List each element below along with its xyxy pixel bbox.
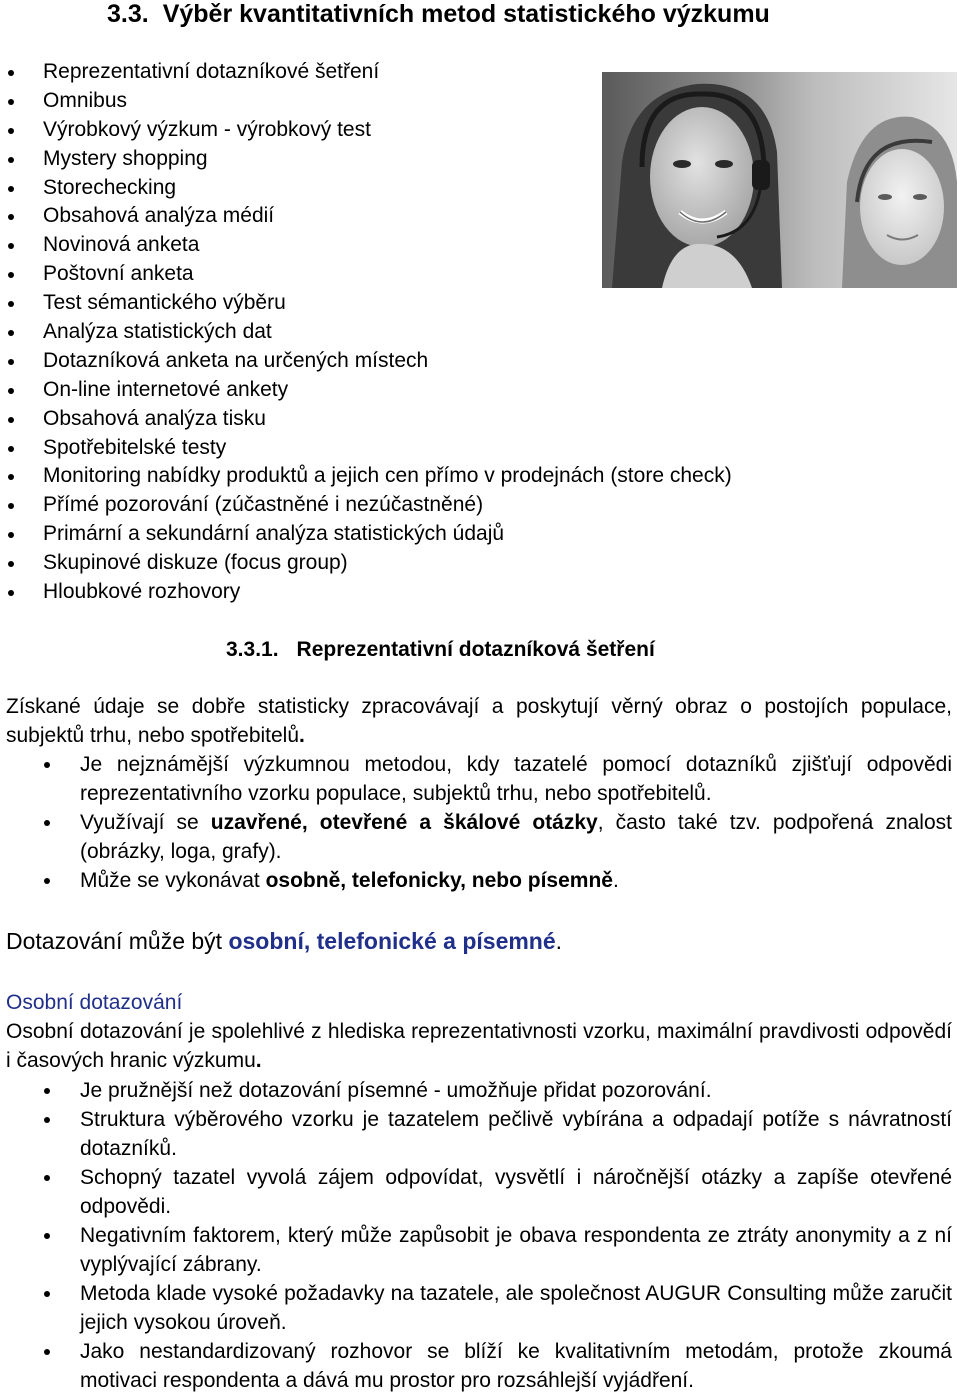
list-item: Mystery shopping [0,145,900,174]
list-item: Omnibus [0,87,900,116]
list-item: Využívají se uzavřené, otevřené a škálové otázky, často také tzv. podpořená znalost (obrázky, loga, grafy). [0,808,952,866]
list-item: Primární a sekundární analýza statistických údajů [0,520,900,549]
personal-questioning-title: Osobní dotazování [6,991,183,1014]
list-item: Hloubkové rozhovory [0,578,900,607]
list-item: Dotazníková anketa na určených místech [0,347,900,376]
call-center-operators-photo [602,72,957,288]
section-number: 3.3. [107,0,149,28]
personal-questioning-list [0,1076,952,1395]
list-item: Metoda klade vysoké požadavky na tazatele, ale společnost AUGUR Consulting může zaručit jejich vysokou úroveň. [0,1279,952,1337]
list-item: Monitoring nabídky produktů a jejich cen přímo v prodejnách (store check) [0,462,900,491]
list-item: Storechecking [0,174,900,203]
list-item: Je nejznámější výzkumnou metodou, kdy tazatelé pomocí dotazníků zjišťují odpovědi reprezentativního vzorku populace, subjektů trhu, nebo spotřebitelů. [0,750,952,808]
list-item: Může se vykonávat osobně, telefonicky, nebo písemně. [0,866,952,895]
list-item: Test sémantického výběru [0,289,900,318]
list-item: Analýza statistických dat [0,318,900,347]
list-item: Je pružnější než dotazování písemné - umožňuje přidat pozorování. [0,1076,952,1105]
list-item: Struktura výběrového vzorku je tazatelem pečlivě vybírána a odpadají potíže s návratností dotazníků. [0,1105,952,1163]
list-item: Negativním faktorem, který může zapůsobit je obava respondenta ze ztráty anonymity a z ní vyplývající zábrany. [0,1221,952,1279]
list-item: Schopný tazatel vyvolá zájem odpovídat, vysvětlí i náročnější otázky a zapíše otevřené odpovědi. [0,1163,952,1221]
intro-paragraph: Získané údaje se dobře statisticky zpracovávají a poskytují věrný obraz o postojích populace, subjektů trhu, nebo spotřebitelů. [6,695,952,747]
subsection-heading [226,635,655,665]
section-title: Výběr kvantitativních metod statistického výzkumu [162,0,770,28]
personal-questioning-section [6,988,952,1075]
list-item: Obsahová analýza médií [0,202,900,231]
list-item: Skupinové diskuze (focus group) [0,549,900,578]
subsection-number: 3.3.1. [226,638,279,661]
list-item: Reprezentativní dotazníkové šetření [0,58,900,87]
key-points-list [0,750,952,895]
list-item: Jako nestandardizovaný rozhovor se blíží ke kvalitativním metodám, protože zkoumá motivaci respondenta a dává mu prostor pro rozsáhlejší vyjádření. [0,1337,952,1395]
section-heading [107,0,770,28]
list-item: On-line internetové ankety [0,376,900,405]
questioning-types-statement: Dotazování může být osobní, telefonické a písemné. [6,928,563,954]
list-item: Novinová anketa [0,231,900,260]
list-item: Výrobkový výzkum - výrobkový test [0,116,900,145]
personal-questioning-text: Osobní dotazování je spolehlivé z hlediska reprezentativnosti vzorku, maximální pravdivosti odpovědí i časových hranic výzkumu. [6,1020,952,1072]
list-item: Přímé pozorování (zúčastněné i nezúčastněné) [0,491,900,520]
list-item: Poštovní anketa [0,260,900,289]
subsection-title: Reprezentativní dotazníková šetření [296,638,655,661]
list-item: Obsahová analýza tisku [0,405,900,434]
list-item: Spotřebitelské testy [0,434,900,463]
